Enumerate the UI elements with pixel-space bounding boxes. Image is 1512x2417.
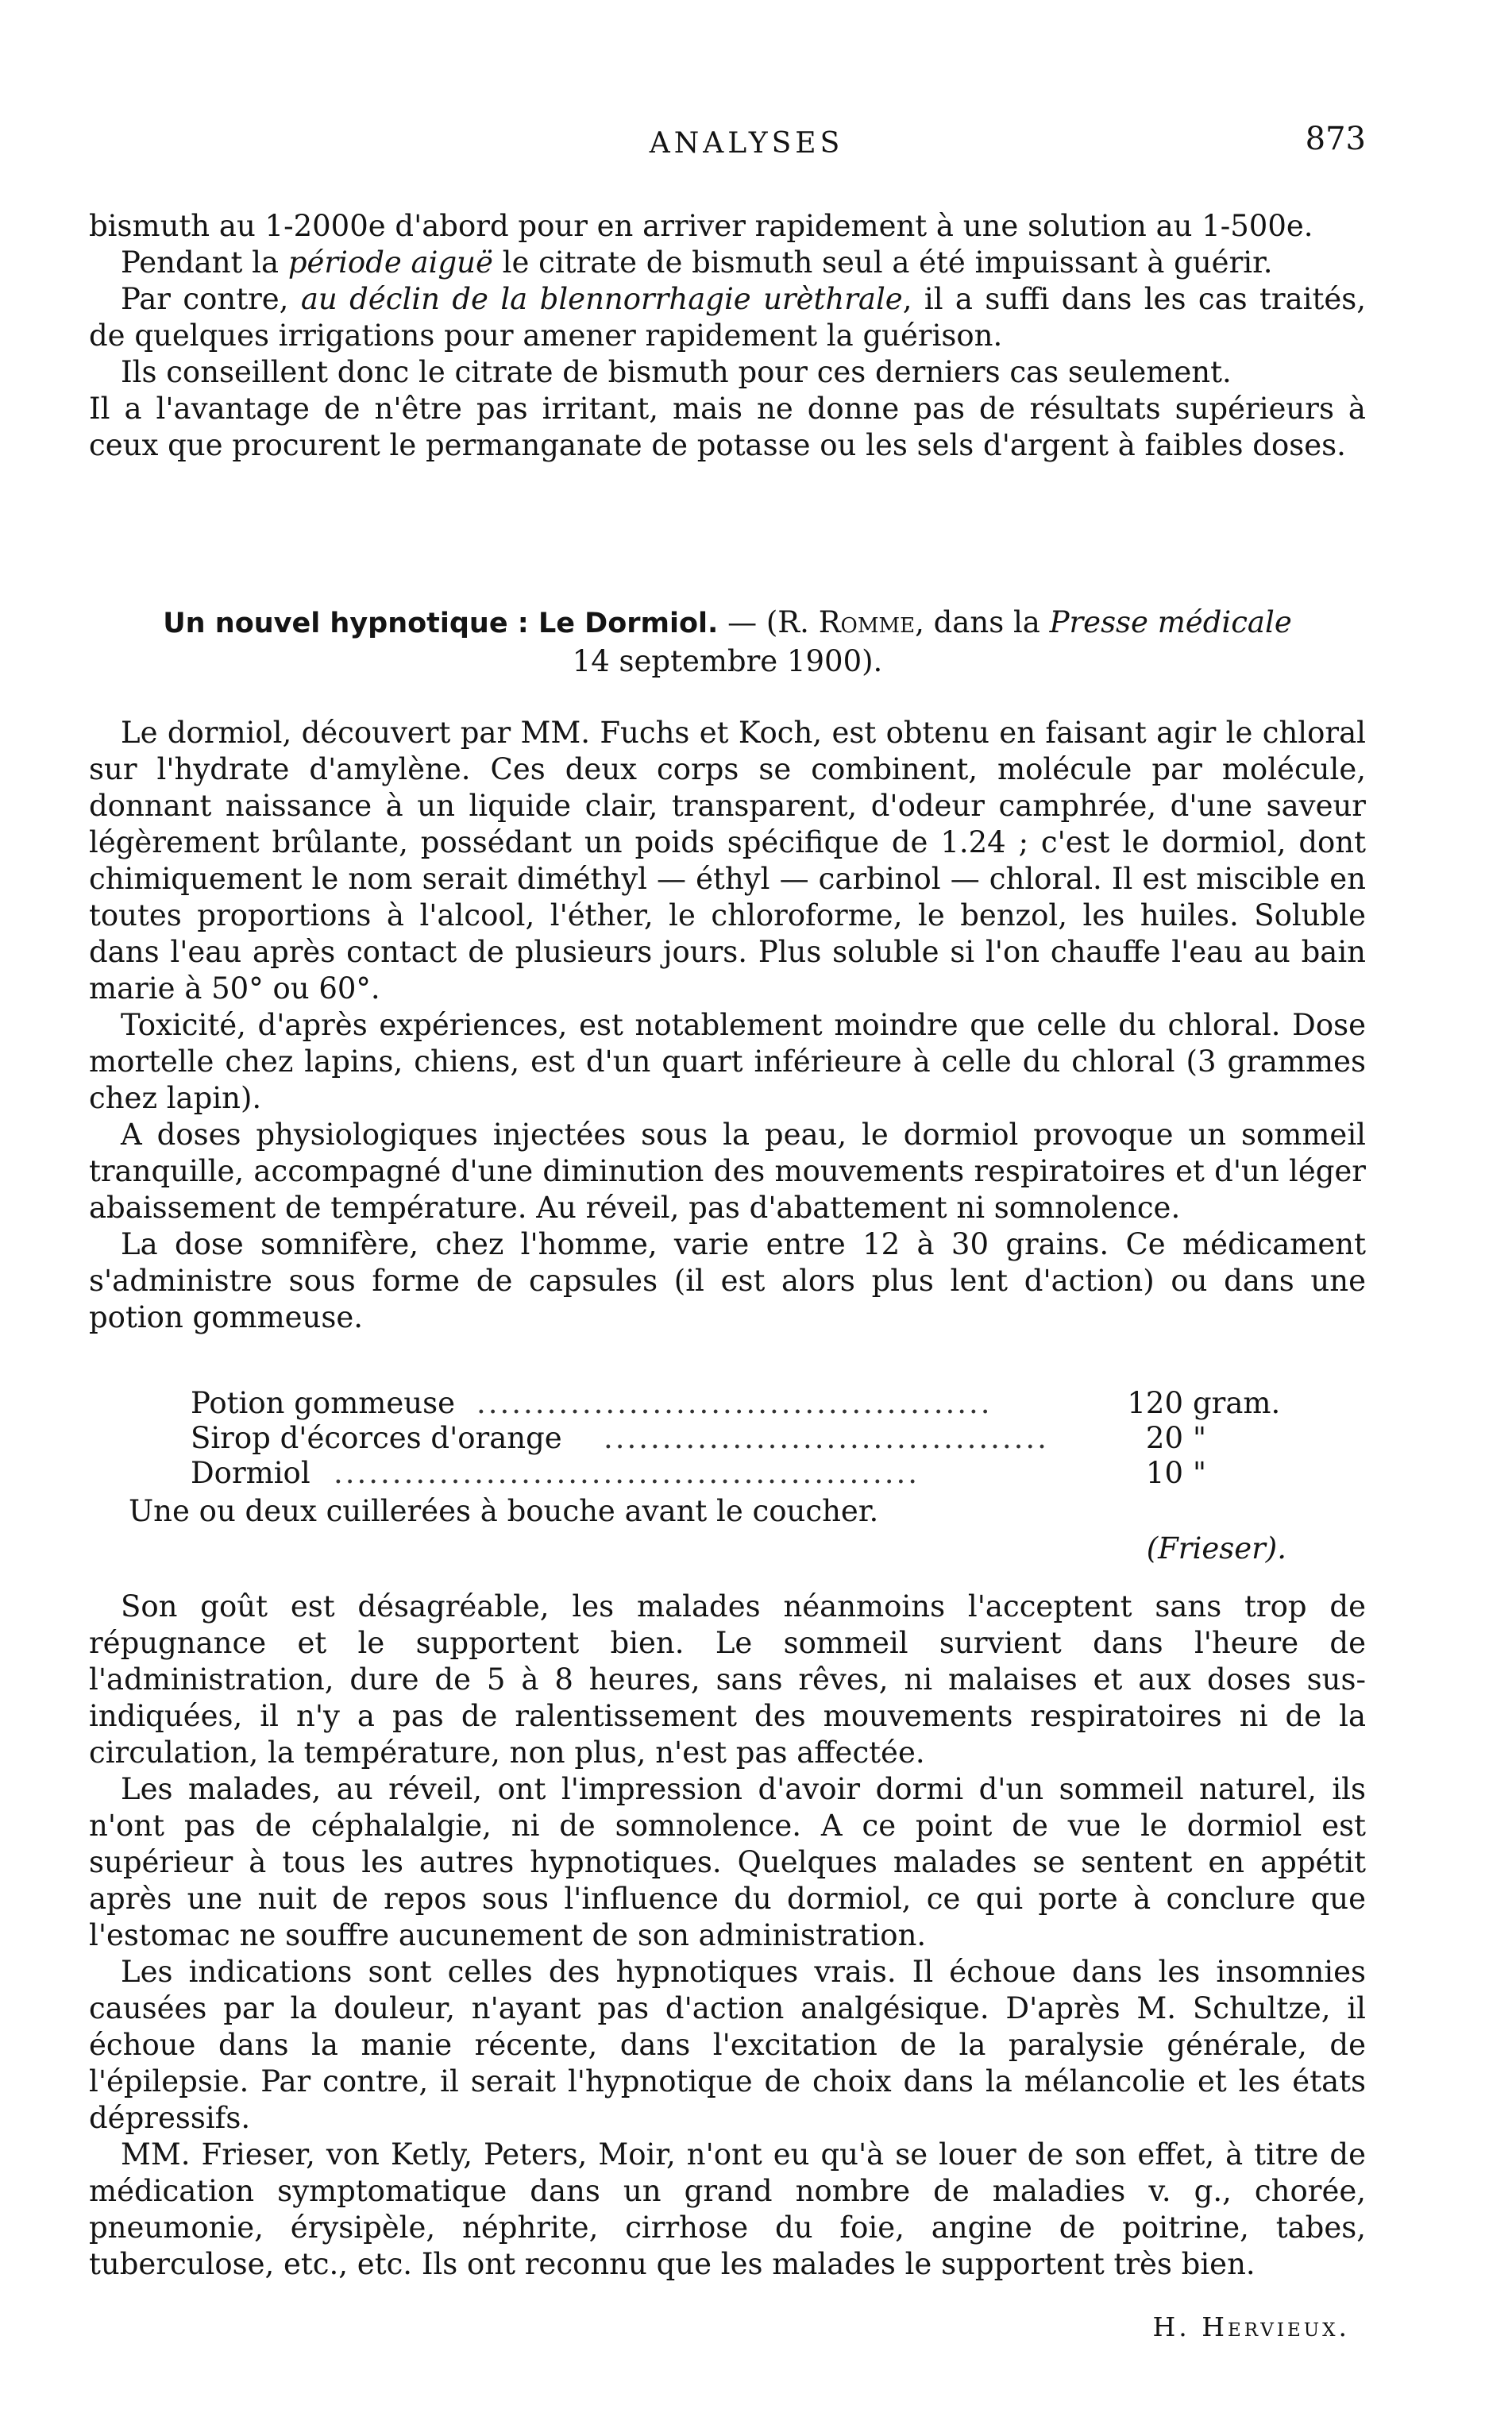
intro-p3-text-b: , il a suffi dans les cas traités, de quelques irrigations pour amener rapidement la guérison. [89,282,1366,353]
intro-paragraph-1: bismuth au 1-2000e d'abord pour en arriver rapidement à une solution au 1-500e. [89,209,1313,243]
intro-paragraph-4: Ils conseillent donc le citrate de bismuth pour ces derniers cas seulement. [121,355,1232,389]
formula-quantity: 10 [1145,1456,1183,1490]
article-title: Un nouvel hypnotique : Le Dormiol. [163,608,719,639]
article-heading [89,604,1366,681]
intro-p2-italic: période aiguë [287,245,493,280]
article-author: Romme [818,605,916,639]
formula-leader-dots: ............................................ [476,1386,993,1420]
formula-row [191,1456,1271,1491]
intro-paragraph-3 [89,281,1366,354]
article-body [89,715,1366,1336]
formula-row [191,1421,1271,1456]
page-number: 873 [1305,121,1366,157]
article-journal: Presse médicale [1049,605,1292,639]
formula-ingredient: Dormiol [191,1456,310,1490]
formula-quantity: 120 [1127,1386,1183,1420]
formula-source-name: (Frieser). [1146,1531,1286,1566]
formula-direction-block [89,1493,1366,1530]
article-date: 14 septembre 1900). [572,644,883,678]
formula-source [921,1531,1286,1566]
body-paragraph-1: Le dormiol, découvert par MM. Fuchs et Koch, est obtenu en faisant agir le chloral sur l'hydrate d'amylène. Ces deux corps se combinent, molécule par molécule, donnant naissance à un liquide clair, transparent, d'odeur camphrée, d'une saveur légèrement brûlante, possédant un poids spécifique de 1.24 ; c'est le dormiol, dont chimiquement le nom serait diméthyl — éthyl — carbinol — chloral. Il est miscible en toutes proportions à l'alcool, l'éther, le chloroforme, le benzol, les huiles. Soluble dans l'eau après contact de plusieurs jours. Plus soluble si l'on chauffe l'eau au bain marie à 50° ou 60°. [89,716,1366,1006]
formula-unit: " [1193,1456,1207,1490]
intro-p2-text-b: le citrate de bismuth seul a été impuissant à guérir. [492,245,1273,280]
formula-ingredient: Potion gommeuse [191,1386,455,1420]
page-header [0,121,1512,175]
intro-paragraph-2 [89,245,1366,281]
prescription-formula [191,1386,1281,1491]
formula-direction: Une ou deux cuillerées à bouche avant le coucher. [129,1494,879,1528]
intro-p2-text-a: Pendant la [121,245,288,280]
intro-p3-text-a: Par contre, [121,282,301,316]
formula-ingredient: Sirop d'écorces d'orange [191,1421,562,1455]
author-signature: H. Hervieux. [1152,2311,1350,2342]
formula-row [191,1386,1281,1421]
after-paragraph-2: Les malades, au réveil, ont l'impression d'avoir dormi d'un sommeil naturel, ils n'ont pas de céphalalgie, ni de somnolence. A ce point de vue le dormiol est supérieur à tous les autres hypnotiques. Quelques malades se sentent en appétit après une nuit de repos sous l'influence du dormiol, ce qui porte à conclure que l'estomac ne souffre aucunement de son administration. [89,1772,1366,1952]
formula-unit: gram. [1193,1386,1281,1420]
article-dash: — (R. [718,605,819,639]
formula-quantity: 20 [1145,1421,1183,1455]
body-paragraph-3: A doses physiologiques injectées sous la peau, le dormiol provoque un sommeil tranquille, accompagné d'une diminution des mouvements respiratoires et d'un léger abaissement de température. Au réveil, pas d'abattement ni somnolence. [89,1118,1366,1225]
formula-leader-dots: ...................................... [604,1421,1049,1455]
article-in: , dans la [915,605,1050,639]
formula-leader-dots: .................................................. [334,1456,920,1490]
intro-paragraph-5: Il a l'avantage de n'être pas irritant, mais ne donne pas de résultats supérieurs à ceux que procurent le permanganate de potasse ou les sels d'argent à faibles doses. [89,392,1366,462]
intro-section [89,208,1366,464]
intro-p3-italic: au déclin de la blennorrhagie urèthrale [300,282,903,316]
body-paragraph-4: La dose somnifère, chez l'homme, varie entre 12 à 30 grains. Ce médicament s'administre sous forme de capsules (il est alors plus lent d'action) ou dans une potion gommeuse. [89,1227,1366,1334]
formula-unit: " [1193,1421,1207,1455]
running-title: ANALYSES [649,127,844,160]
after-paragraph-3: Les indications sont celles des hypnotiques vrais. Il échoue dans les insomnies causées par la douleur, n'ayant pas d'action analgésique. D'après M. Schultze, il échoue dans la manie récente, dans l'excitation de la paralysie générale, de l'épilepsie. Par contre, il serait l'hypnotique de choix dans la mélancolie et les états dépressifs. [89,1955,1366,2135]
body-paragraph-2: Toxicité, d'après expériences, est notablement moindre que celle du chloral. Dose mortelle chez lapins, chiens, est d'un quart inférieure à celle du chloral (3 grammes chez lapin). [89,1008,1366,1115]
after-section [89,1589,1366,2283]
after-paragraph-4: MM. Frieser, von Ketly, Peters, Moir, n'ont eu qu'à se louer de son effet, à titre de médication symptomatique dans un grand nombre de maladies v. g., chorée, pneumonie, érysipèle, néphrite, cirrhose du foie, angine de poitrine, tabes, tuberculose, etc., etc. Ils ont reconnu que les malades le supportent très bien. [89,2137,1366,2281]
after-paragraph-1: Son goût est désagréable, les malades néanmoins l'acceptent sans trop de répugnance et le supportent bien. Le sommeil survient dans l'heure de l'administration, dure de 5 à 8 heures, sans rêves, ni malaises et aux doses sus-indiquées, il n'y a pas de ralentissement des mouvements respiratoires ni de la circulation, la température, non plus, n'est pas affectée. [89,1589,1366,1770]
